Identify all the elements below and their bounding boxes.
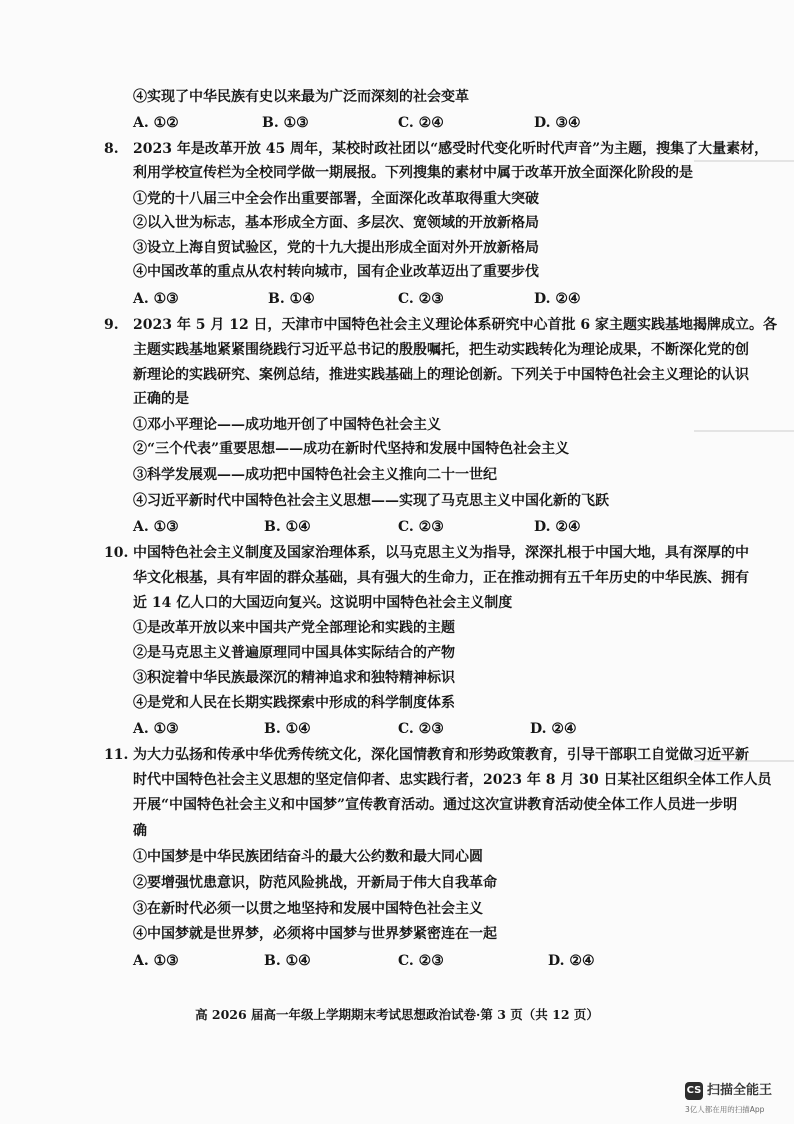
question-stem: 华文化根基，具有牢固的群众基础，具有强大的生命力，正在推动拥有五千年历史的中华民族、拥有 <box>133 570 749 586</box>
watermark-name: 扫描全能王 <box>707 1083 773 1098</box>
question-number: 11. <box>104 747 129 763</box>
question-item: ②是马克思主义普遍原理同中国具体实际结合的产物 <box>133 645 455 661</box>
question-item: ④中国梦就是世界梦，必须将中国梦与世界梦紧密连在一起 <box>133 926 497 942</box>
bleed-through-mark <box>694 160 794 162</box>
option-b: B. ①④ <box>264 519 311 535</box>
question-item: ④是党和人民在长期实践探索中形成的科学制度体系 <box>133 695 455 711</box>
option-c: C. ②③ <box>398 953 444 969</box>
question-item: ①邓小平理论——成功地开创了中国特色社会主义 <box>133 417 441 433</box>
option-c: C. ②③ <box>398 721 444 737</box>
question-stem: 确 <box>133 823 147 839</box>
option-b: B. ①④ <box>264 953 311 969</box>
question-stem: 2023 年是改革开放 45 周年，某校时政社团以“感受时代变化听时代声音”为主题，搜集了大量素材， <box>133 141 769 157</box>
option-d: D. ②④ <box>548 953 595 969</box>
page-footer: 高 2026 届高一年级上学期期末考试思想政治试卷·第 3 页（共 12 页） <box>195 1007 599 1022</box>
bleed-through-mark <box>694 430 794 432</box>
question-item: ①中国梦是中华民族团结奋斗的最大公约数和最大同心圆 <box>133 849 483 865</box>
question-item: ②要增强忧患意识，防范风险挑战，开新局于伟大自我革命 <box>133 875 497 891</box>
question-item: ④习近平新时代中国特色社会主义思想——实现了马克思主义中国化新的飞跃 <box>133 493 609 509</box>
question-number: 9. <box>104 317 119 333</box>
option-c: C. ②③ <box>398 291 444 307</box>
question-number: 10. <box>104 545 129 561</box>
question-item: ④中国改革的重点从农村转向城市，国有企业改革迈出了重要步伐 <box>133 264 539 280</box>
scanner-watermark <box>685 1082 790 1120</box>
option-a: A. ①③ <box>133 519 179 535</box>
question-item: ③在新时代必须一以贯之地坚持和发展中国特色社会主义 <box>133 901 483 917</box>
question-number: 8. <box>104 141 119 157</box>
question-stem: 利用学校宣传栏为全校同学做一期展报。下列搜集的素材中属于改革开放全面深化阶段的是 <box>133 165 693 181</box>
option-a: A. ①③ <box>133 721 179 737</box>
option-b: B. ①③ <box>262 115 309 131</box>
question-stem: 近 14 亿人口的大国迈向复兴。这说明中国特色社会主义制度 <box>133 595 513 611</box>
option-b: B. ①④ <box>268 291 315 307</box>
option-c: C. ②④ <box>398 115 444 131</box>
question-item: ②“三个代表”重要思想——成功在新时代坚持和发展中国特色社会主义 <box>133 441 570 457</box>
question-stem: 开展“中国特色社会主义和中国梦”宣传教育活动。通过这次宣讲教育活动使全体工作人员进一步明 <box>133 797 738 813</box>
option-d: D. ③④ <box>534 115 581 131</box>
question-stem: 为大力弘扬和传承中华优秀传统文化，深化国情教育和形势政策教育，引导干部职工自觉做习近平新 <box>133 747 749 763</box>
option-d: D. ②④ <box>534 291 581 307</box>
question-item: ③科学发展观——成功把中国特色社会主义推向二十一世纪 <box>133 467 497 483</box>
question-stem: 中国特色社会主义制度及国家治理体系，以马克思主义为指导，深深扎根于中国大地，具有深厚的中 <box>133 545 749 561</box>
option-d: D. ②④ <box>530 721 577 737</box>
watermark-tagline: 3亿人都在用的扫描App <box>685 1105 765 1114</box>
question-item: ③设立上海自贸试验区，党的十九大提出形成全面对外开放新格局 <box>133 240 539 256</box>
option-c: C. ②③ <box>398 519 444 535</box>
option-a: A. ①③ <box>133 291 179 307</box>
question-stem: 主题实践基地紧紧围绕践行习近平总书记的殷殷嘱托，把生动实践转化为理论成果，不断深化党的创 <box>133 342 749 358</box>
option-a: A. ①③ <box>133 953 179 969</box>
option-a: A. ①② <box>133 115 179 131</box>
question-item: ①党的十八届三中全会作出重要部署，全面深化改革取得重大突破 <box>133 191 539 207</box>
question-item: ②以入世为标志，基本形成全方面、多层次、宽领域的开放新格局 <box>133 215 539 231</box>
prev-question-item: ④实现了中华民族有史以来最为广泛而深刻的社会变革 <box>133 89 469 105</box>
question-stem: 正确的是 <box>133 391 189 407</box>
question-stem: 新理论的实践研究、案例总结，推进实践基础上的理论创新。下列关于中国特色社会主义理论的认识 <box>133 367 749 383</box>
question-stem: 时代中国特色社会主义思想的坚定信仰者、忠实践行者，2023 年 8 月 30 日某社区组织全体工作人员 <box>133 772 772 788</box>
question-item: ③积淀着中华民族最深沉的精神追求和独特精神标识 <box>133 670 455 686</box>
camscanner-logo-icon: CS <box>685 1082 703 1100</box>
option-d: D. ②④ <box>534 519 581 535</box>
question-stem: 2023 年 5 月 12 日，天津市中国特色社会主义理论体系研究中心首批 6 家主题实践基地揭牌成立。各 <box>133 317 778 333</box>
option-b: B. ①④ <box>264 721 311 737</box>
question-item: ①是改革开放以来中国共产党全部理论和实践的主题 <box>133 620 455 636</box>
